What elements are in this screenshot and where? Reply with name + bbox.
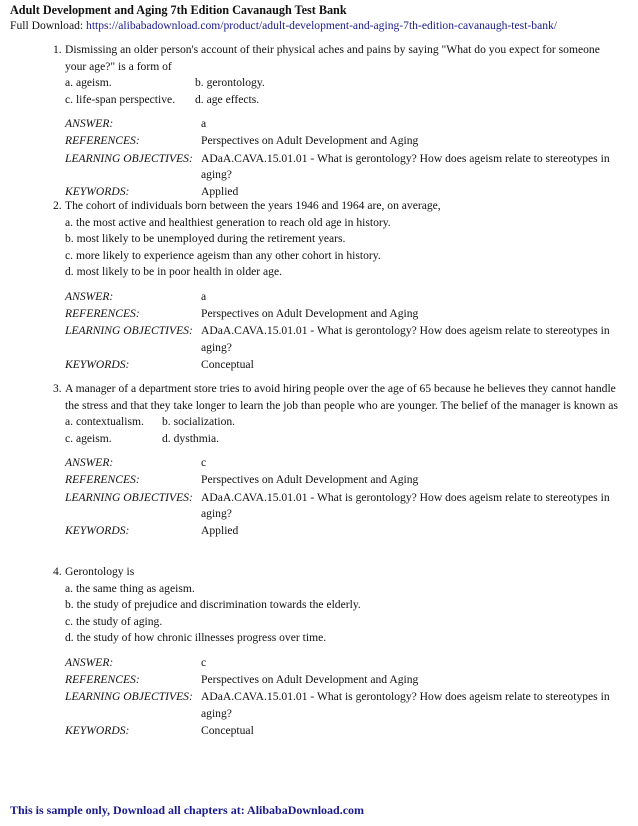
answer-option: b. socialization. xyxy=(162,415,236,429)
answer-option: b. the study of prejudice and discrimination towards the elderly. xyxy=(65,598,361,612)
question-stem xyxy=(53,564,623,581)
answer-options xyxy=(53,75,623,108)
answer-option: c. the study of aging. xyxy=(65,614,163,628)
option-row xyxy=(65,75,623,92)
meta-value: Applied xyxy=(201,185,239,199)
references-row xyxy=(65,133,623,150)
meta-label: ANSWER: xyxy=(65,289,114,303)
learning-objectives-row xyxy=(65,323,623,356)
question-number: 4. xyxy=(53,565,62,578)
question-metadata xyxy=(53,455,623,539)
answer-option: b. gerontology. xyxy=(195,76,265,90)
answer-option: d. age effects. xyxy=(195,92,260,106)
question-metadata xyxy=(53,289,623,373)
question-metadata xyxy=(53,655,623,739)
question-4 xyxy=(53,564,623,740)
option-row xyxy=(65,414,623,431)
meta-label: REFERENCES: xyxy=(65,673,140,687)
answer-options xyxy=(53,414,623,447)
question-3 xyxy=(53,381,623,540)
answer-option: c. more likely to experience ageism than any other cohort in history. xyxy=(65,248,381,262)
question-1 xyxy=(53,42,623,201)
answer-option: d. most likely to be in poor health in older age. xyxy=(65,265,283,279)
option-row xyxy=(65,630,623,647)
option-row xyxy=(65,597,623,614)
meta-value: Conceptual xyxy=(201,723,254,737)
meta-label: LEARNING OBJECTIVES: xyxy=(65,151,193,165)
option-row xyxy=(65,431,623,448)
document-title: Adult Development and Aging 7th Edition Cavanaugh Test Bank xyxy=(10,3,347,17)
meta-label: REFERENCES: xyxy=(65,473,140,487)
meta-label: ANSWER: xyxy=(65,117,114,131)
meta-label: LEARNING OBJECTIVES: xyxy=(65,490,193,504)
references-row xyxy=(65,306,623,323)
meta-value: c xyxy=(201,655,207,669)
learning-objectives-row xyxy=(65,689,623,722)
option-row xyxy=(65,581,623,598)
learning-objectives-row xyxy=(65,490,623,523)
learning-objectives-row xyxy=(65,151,623,184)
meta-value: Perspectives on Adult Development and Aging xyxy=(201,307,419,321)
answer-row xyxy=(65,289,623,306)
meta-value: Perspectives on Adult Development and Aging xyxy=(201,473,419,487)
meta-value: ADaA.CAVA.15.01.01 - What is gerontology? How does ageism relate to stereotypes in aging? xyxy=(201,490,610,521)
meta-value: ADaA.CAVA.15.01.01 - What is gerontology? How does ageism relate to stereotypes in aging? xyxy=(201,324,610,354)
option-row xyxy=(65,248,623,265)
meta-label: ANSWER: xyxy=(65,456,114,470)
meta-value: ADaA.CAVA.15.01.01 - What is gerontology? How does ageism relate to stereotypes in aging? xyxy=(201,151,610,182)
download-link[interactable]: https://alibabadownload.com/product/adult-development-and-aging-7th-edition-cavanaugh-test-bank/ xyxy=(86,19,558,32)
keywords-row xyxy=(65,523,623,540)
meta-value: Conceptual xyxy=(201,357,254,371)
meta-label: LEARNING OBJECTIVES: xyxy=(65,690,193,704)
keywords-row xyxy=(65,723,623,740)
answer-option: c. ageism. xyxy=(65,431,112,445)
meta-value: ADaA.CAVA.15.01.01 - What is gerontology? How does ageism relate to stereotypes in aging? xyxy=(201,690,610,720)
answer-option: a. the same thing as ageism. xyxy=(65,581,195,595)
question-number: 1. xyxy=(53,43,62,56)
keywords-row xyxy=(65,357,623,374)
full-download-line xyxy=(10,18,557,35)
question-metadata xyxy=(53,116,623,200)
meta-label: KEYWORDS: xyxy=(65,524,130,538)
answer-options xyxy=(53,215,623,281)
references-row xyxy=(65,472,623,489)
question-text: Dismissing an older person's account of their physical aches and pains by saying "What do you expect for someone your age?" is a form of xyxy=(65,43,600,73)
answer-option: c. life-span perspective. xyxy=(65,92,176,106)
answer-option: d. dysthmia. xyxy=(162,431,220,445)
footer-note[interactable]: This is sample only, Download all chapters at: AlibabaDownload.com xyxy=(10,803,365,817)
meta-label: REFERENCES: xyxy=(65,134,140,148)
answer-options xyxy=(53,581,623,647)
question-stem xyxy=(53,42,623,75)
option-row xyxy=(65,264,623,281)
meta-value: c xyxy=(201,456,207,470)
meta-value: Perspectives on Adult Development and Aging xyxy=(201,134,419,148)
meta-label: REFERENCES: xyxy=(65,307,140,321)
references-row xyxy=(65,672,623,689)
meta-value: Applied xyxy=(201,524,239,538)
answer-row xyxy=(65,655,623,672)
meta-value: Perspectives on Adult Development and Aging xyxy=(201,673,419,687)
meta-label: KEYWORDS: xyxy=(65,185,130,199)
answer-row xyxy=(65,455,623,472)
question-2 xyxy=(53,198,623,374)
answer-option: a. the most active and healthiest generation to reach old age in history. xyxy=(65,215,391,229)
question-text: A manager of a department store tries to avoid hiring people over the age of 65 because he believes they cannot handle the stress and that they take longer to learn the job than people who are younger. The belief of the manager is known as xyxy=(65,382,618,412)
meta-value: a xyxy=(201,117,207,131)
option-row xyxy=(65,614,623,631)
question-number: 2. xyxy=(53,199,62,212)
question-stem xyxy=(53,198,623,215)
option-row xyxy=(65,215,623,232)
meta-label: KEYWORDS: xyxy=(65,723,130,737)
question-number: 3. xyxy=(53,382,62,395)
download-prefix: Full Download: xyxy=(10,19,87,32)
meta-label: ANSWER: xyxy=(65,655,114,669)
meta-label: KEYWORDS: xyxy=(65,357,130,371)
meta-value: a xyxy=(201,289,207,303)
answer-option: a. ageism. xyxy=(65,76,112,90)
question-stem xyxy=(53,381,623,414)
option-row xyxy=(65,231,623,248)
answer-option: a. contextualism. xyxy=(65,415,144,429)
answer-option: b. most likely to be unemployed during the retirement years. xyxy=(65,232,346,246)
meta-label: LEARNING OBJECTIVES: xyxy=(65,324,193,338)
answer-option: d. the study of how chronic illnesses progress over time. xyxy=(65,631,327,645)
answer-row xyxy=(65,116,623,133)
question-text: Gerontology is xyxy=(65,565,135,578)
question-text: The cohort of individuals born between the years 1946 and 1964 are, on average, xyxy=(65,199,441,212)
option-row xyxy=(65,92,623,109)
